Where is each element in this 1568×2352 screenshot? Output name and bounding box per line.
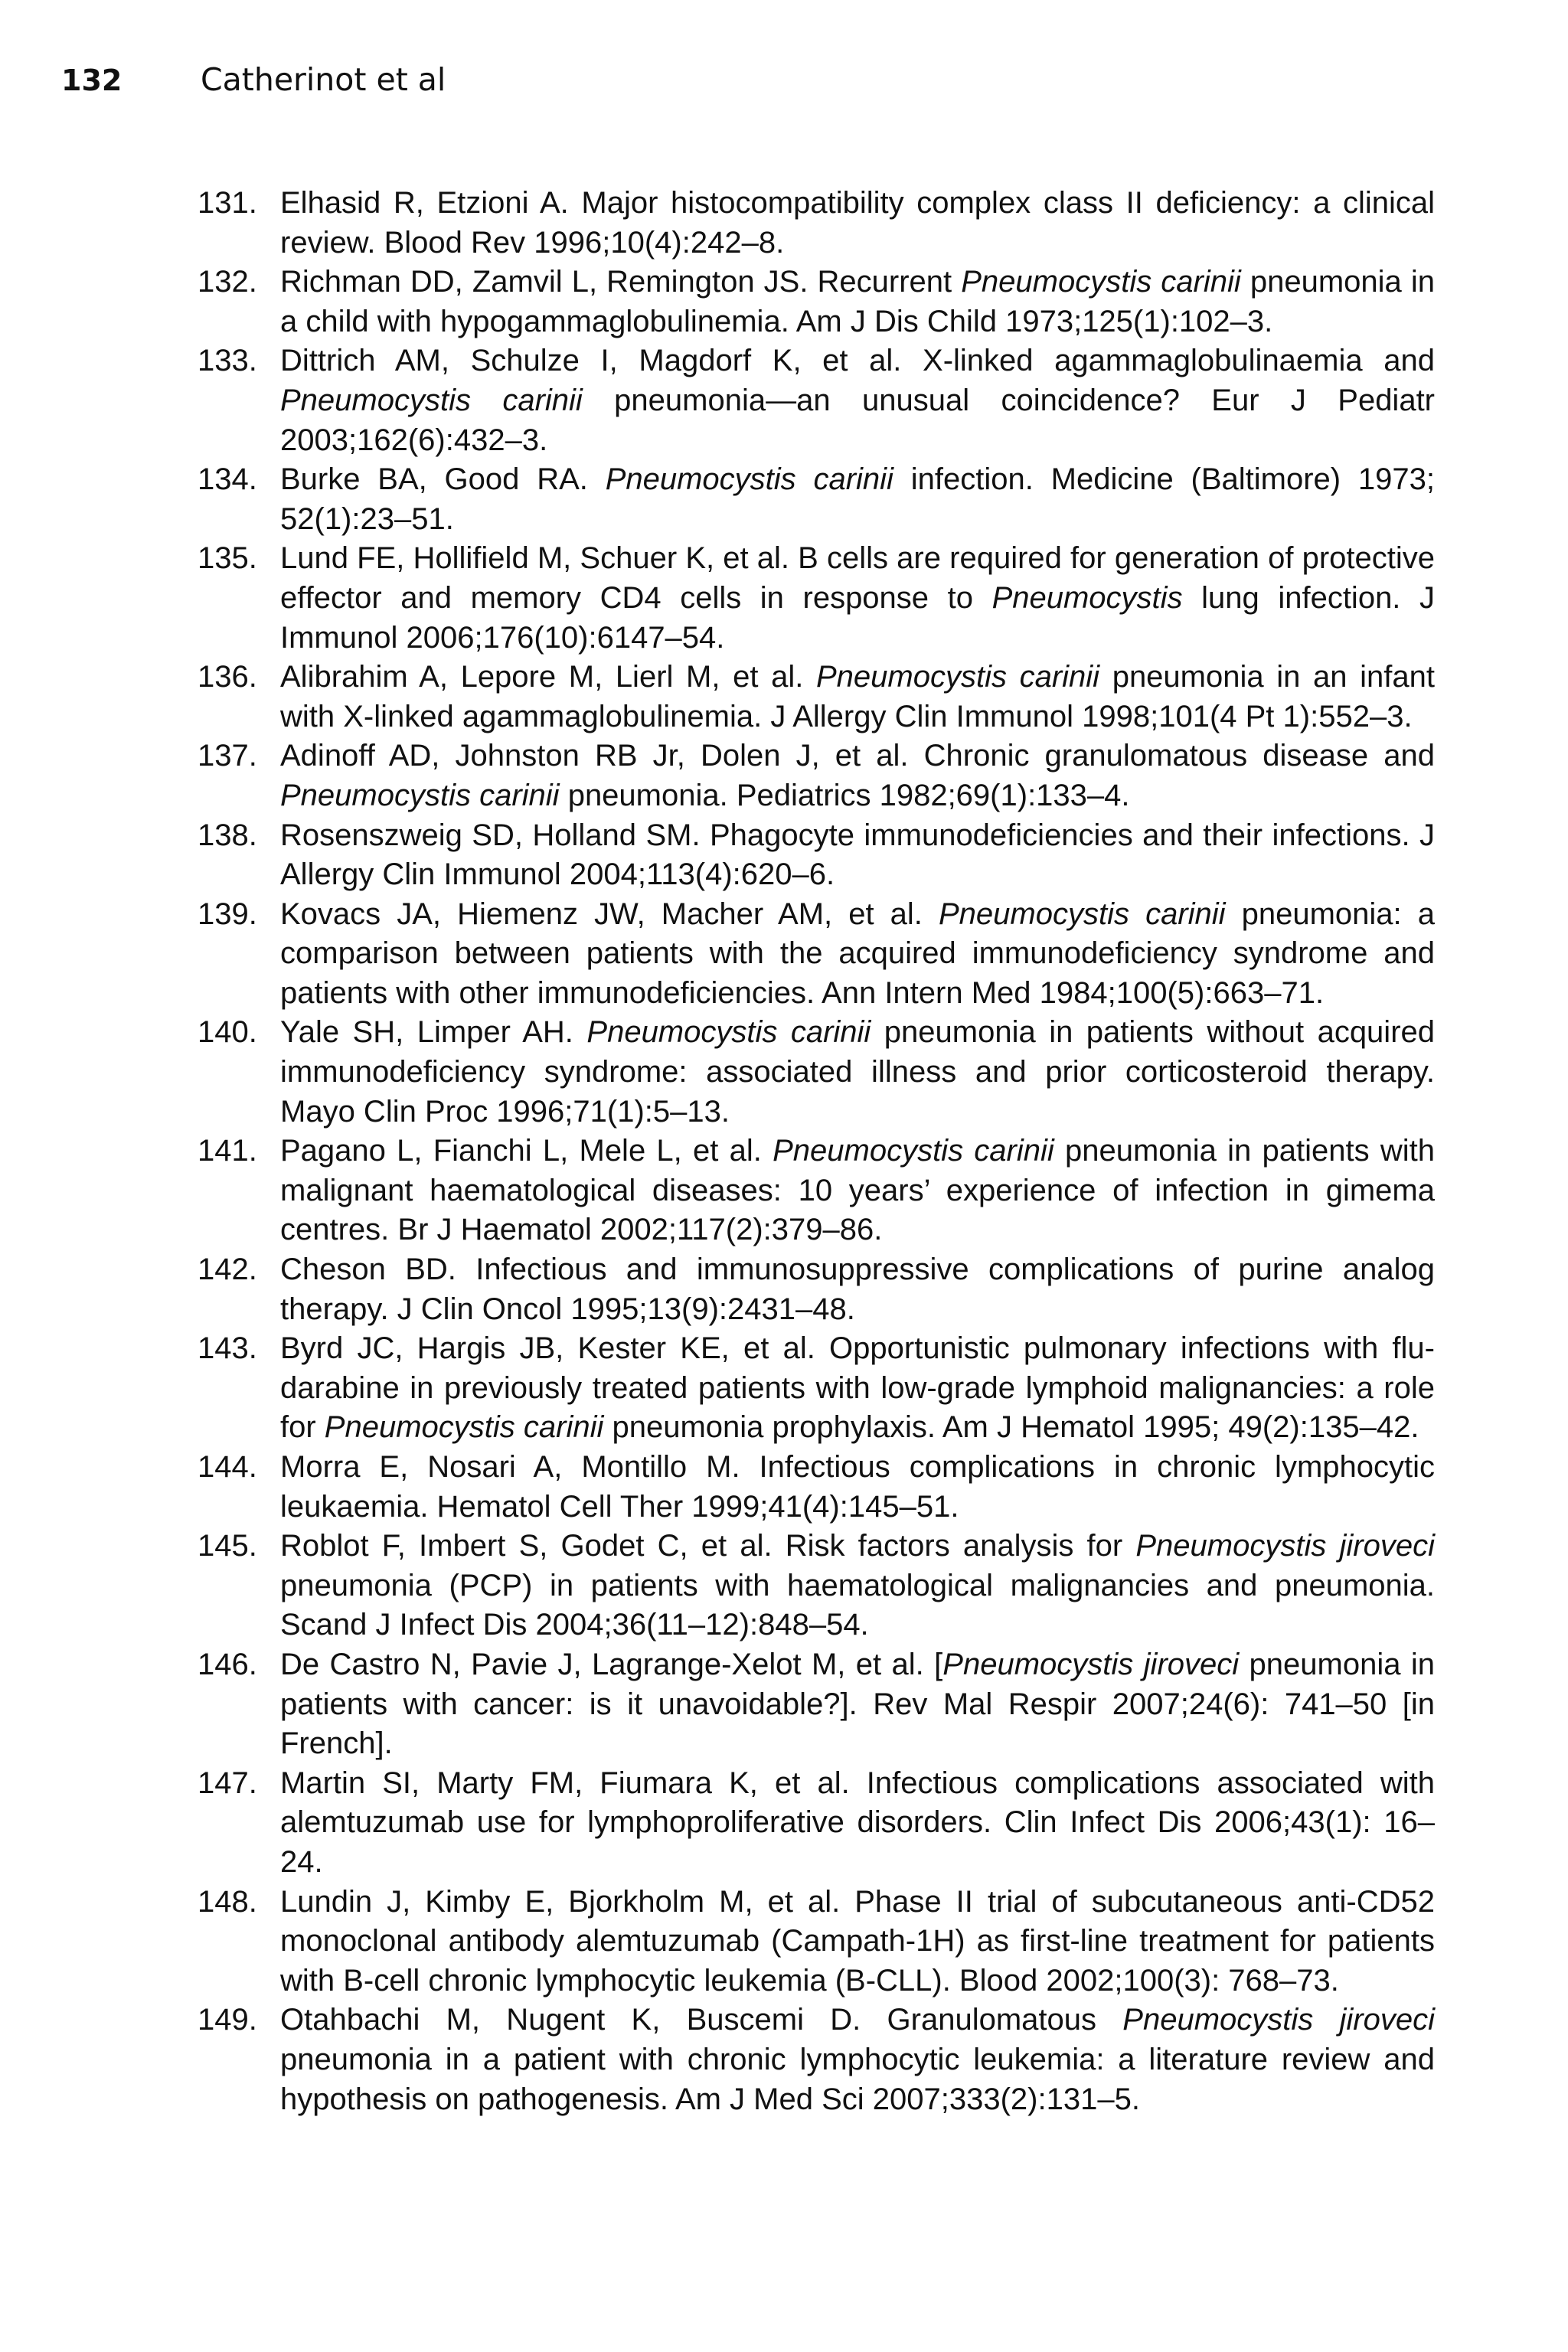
reference-text-segment: Alibrahim A, Lepore M, Lierl M, et al.	[280, 660, 816, 694]
reference-text-segment: Lund FE, Hollifield M, Schuer K, et al. B cells are required for generation of protective effector and memory CD4 cells in response to	[280, 541, 1435, 615]
reference-item	[198, 737, 1435, 815]
reference-number: 135.	[198, 541, 257, 576]
reference-item	[198, 1329, 1435, 1448]
running-head	[61, 61, 446, 107]
reference-text	[280, 341, 1435, 460]
reference-number: 141.	[198, 1134, 257, 1168]
italic-term: Pneumocystis carinii	[939, 897, 1226, 931]
reference-text-segment: pneumonia in patients without acquired immunodeficiency syndrome: associated illness and prior corticosteroid therapy. Mayo Clin Proc 1996;71(1):5–13.	[280, 1015, 1436, 1129]
reference-text-segment: Dittrich AM, Schulze I, Magdorf K, et al. X-linked agammaglobulinaemia and	[280, 344, 1435, 378]
reference-text-segment: Rosenszweig SD, Holland SM. Phagocyte immunodeficiencies and their infections. J Allergy Clin Immunol 2004;113(4):620–6.	[280, 818, 1435, 892]
reference-text	[280, 895, 1435, 1014]
reference-number: 140.	[198, 1015, 257, 1050]
reference-text	[280, 1013, 1435, 1132]
italic-term: Pneumocystis carinii	[605, 462, 893, 497]
reference-item	[198, 1883, 1435, 2001]
reference-text-segment: Roblot F, Imbert S, Godet C, et al. Risk factors analysis for	[280, 1529, 1136, 1563]
italic-term: Pneumocystis jiroveci	[1135, 1529, 1435, 1563]
reference-text-segment: Burke BA, Good RA.	[280, 462, 606, 497]
reference-text	[280, 1250, 1435, 1329]
reference-list	[198, 184, 1435, 2119]
reference-number: 136.	[198, 660, 257, 694]
italic-term: Pneumocystis carinii	[773, 1134, 1054, 1168]
reference-text-segment: Elhasid R, Etzioni A. Major histocompatibility complex class II deficiency: a clinical review. Blood Rev 1996;10(4):242–8.	[280, 186, 1435, 260]
reference-number: 132.	[198, 265, 257, 299]
reference-text	[280, 1132, 1435, 1250]
reference-item	[198, 460, 1435, 539]
reference-text	[280, 1329, 1435, 1448]
reference-number: 139.	[198, 897, 257, 931]
reference-number: 144.	[198, 1450, 257, 1484]
reference-item	[198, 2001, 1435, 2119]
reference-number: 133.	[198, 344, 257, 378]
reference-text-segment: lung infection. J Immunol 2006;176(10):6147–54.	[280, 580, 1435, 655]
reference-text-segment: Cheson BD. Infectious and immunosuppressive complications of purine analog therapy. J Clin Oncol 1995;13(9):2431–48.	[280, 1253, 1435, 1326]
reference-item	[198, 1527, 1435, 1645]
reference-text	[280, 737, 1435, 815]
reference-item	[198, 1250, 1435, 1329]
reference-number: 143.	[198, 1331, 257, 1366]
reference-text	[280, 1764, 1435, 1883]
reference-number: 146.	[198, 1647, 257, 1681]
reference-text	[280, 460, 1435, 539]
italic-term: Pneumocystis	[991, 580, 1183, 615]
reference-number: 142.	[198, 1253, 257, 1287]
reference-number: 145.	[198, 1529, 257, 1563]
reference-text-segment: pneumonia in patients with malignant haematological diseases: 10 years’ experience of infection in gimema centres. Br J Haematol 2002;117(2):379–86.	[280, 1134, 1435, 1247]
reference-text-segment: Adinoff AD, Johnston RB Jr, Dolen J, et al. Chronic granulomatous disease and	[280, 739, 1435, 773]
italic-term: Pneumocystis carinii	[815, 660, 1100, 694]
reference-text	[280, 2001, 1435, 2119]
reference-text-segment: pneumonia: a comparison between patients with the acquired immunodeficiency syndrome and patients with other immunodeficiencies. Ann Intern Med 1984;100(5):663–71.	[280, 897, 1435, 1010]
running-head-authors: Catherinot et al	[201, 61, 446, 98]
reference-item	[198, 816, 1435, 895]
reference-text	[280, 816, 1435, 895]
reference-text-segment: pneumonia in patients with cancer: is it unavoidable?]. Rev Mal Respir 2007;24(6): 741–50 [in French].	[280, 1647, 1435, 1761]
reference-number: 138.	[198, 818, 257, 852]
reference-text-segment: pneumonia prophylaxis. Am J Hematol 1995; 49(2):135–42.	[603, 1410, 1419, 1445]
reference-text	[280, 184, 1435, 263]
reference-text	[280, 263, 1435, 341]
reference-text-segment: De Castro N, Pavie J, Lagrange-Xelot M, et al. [	[280, 1647, 943, 1681]
reference-item	[198, 658, 1435, 737]
page-number: 132	[61, 64, 122, 97]
italic-term: Pneumocystis jiroveci	[942, 1647, 1240, 1681]
reference-text	[280, 1883, 1435, 2001]
italic-term: Pneumocystis carinii	[280, 383, 583, 417]
reference-item	[198, 341, 1435, 460]
reference-text	[280, 658, 1435, 737]
reference-item	[198, 1764, 1435, 1883]
reference-item	[198, 539, 1435, 658]
reference-text	[280, 539, 1435, 658]
reference-text-segment: Martin SI, Marty FM, Fiumara K, et al. Infectious complications associated with alemtuzumab use for lymphoproliferative disorders. Clin Infect Dis 2006;43(1): 16–24.	[280, 1766, 1435, 1879]
reference-text-segment: pneumonia. Pediatrics 1982;69(1):133–4.	[559, 778, 1130, 812]
reference-text-segment: Pagano L, Fianchi L, Mele L, et al.	[280, 1134, 773, 1168]
italic-term: Pneumocystis jiroveci	[1122, 2003, 1436, 2037]
reference-text	[280, 1645, 1435, 1764]
reference-item	[198, 263, 1435, 341]
reference-item	[198, 184, 1435, 263]
reference-item	[198, 1013, 1435, 1132]
reference-text	[280, 1448, 1435, 1527]
reference-item	[198, 1645, 1435, 1764]
reference-number: 137.	[198, 739, 257, 773]
reference-item	[198, 1132, 1435, 1250]
italic-term: Pneumocystis carinii	[324, 1410, 604, 1445]
reference-text-segment: Richman DD, Zamvil L, Remington JS. Recurrent	[280, 265, 962, 299]
italic-term: Pneumocystis carinii	[961, 265, 1241, 299]
reference-text-segment: Otahbachi M, Nugent K, Buscemi D. Granulomatous	[280, 2003, 1123, 2037]
reference-text-segment: Kovacs JA, Hiemenz JW, Macher AM, et al.	[280, 897, 939, 931]
reference-number: 148.	[198, 1884, 257, 1919]
reference-item	[198, 895, 1435, 1014]
reference-number: 149.	[198, 2003, 257, 2037]
reference-text-segment: pneumonia—an unusual coincidence? Eur J Pediatr 2003;162(6):432–3.	[280, 383, 1436, 457]
reference-text-segment: pneumonia (PCP) in patients with haematological malignancies and pneumonia. Scand J Infect Dis 2004;36(11–12):848–54.	[280, 1568, 1435, 1642]
reference-text-segment: pneumonia in a patient with chronic lymphocytic leukemia: a literature review and hypothesis on pathogenesis. Am J Med Sci 2007;333(2):131–5.	[280, 2042, 1435, 2116]
reference-number: 131.	[198, 186, 257, 220]
reference-text-segment: infection. Medicine (Baltimore) 1973; 52(1):23–51.	[280, 462, 1436, 536]
reference-text-segment: pneumonia in a child with hypogammaglobulinemia. Am J Dis Child 1973;125(1):102–3.	[280, 265, 1436, 338]
reference-text-segment: Byrd JC, Hargis JB, Kester KE, et al. Opportunistic pulmonary infections with fludarabine in previously treated patients with low-grade lymphoid malignancies: a role for	[280, 1331, 1435, 1445]
reference-text-segment: Morra E, Nosari A, Montillo M. Infectious complications in chronic lymphocytic leukaemia. Hematol Cell Ther 1999;41(4):145–51.	[280, 1450, 1435, 1524]
reference-number: 134.	[198, 462, 257, 497]
italic-term: Pneumocystis carinii	[280, 778, 560, 812]
reference-text-segment: Lundin J, Kimby E, Bjorkholm M, et al. Phase II trial of subcutaneous anti-CD52 monoclonal antibody alemtuzumab (Campath-1H) as first-line treatment for patients with B-cell chronic lymphocytic leukemia (B-CLL). Blood 2002;100(3): 768–73.	[280, 1884, 1435, 1998]
reference-text-segment: pneumonia in an infant with X-linked agammaglobulinemia. J Allergy Clin Immunol 1998;101(4 Pt 1):552–3.	[280, 660, 1435, 733]
reference-number: 147.	[198, 1766, 257, 1800]
reference-item	[198, 1448, 1435, 1527]
reference-text-segment: Yale SH, Limper AH.	[280, 1015, 587, 1050]
reference-text	[280, 1527, 1435, 1645]
italic-term: Pneumocystis carinii	[586, 1015, 871, 1050]
